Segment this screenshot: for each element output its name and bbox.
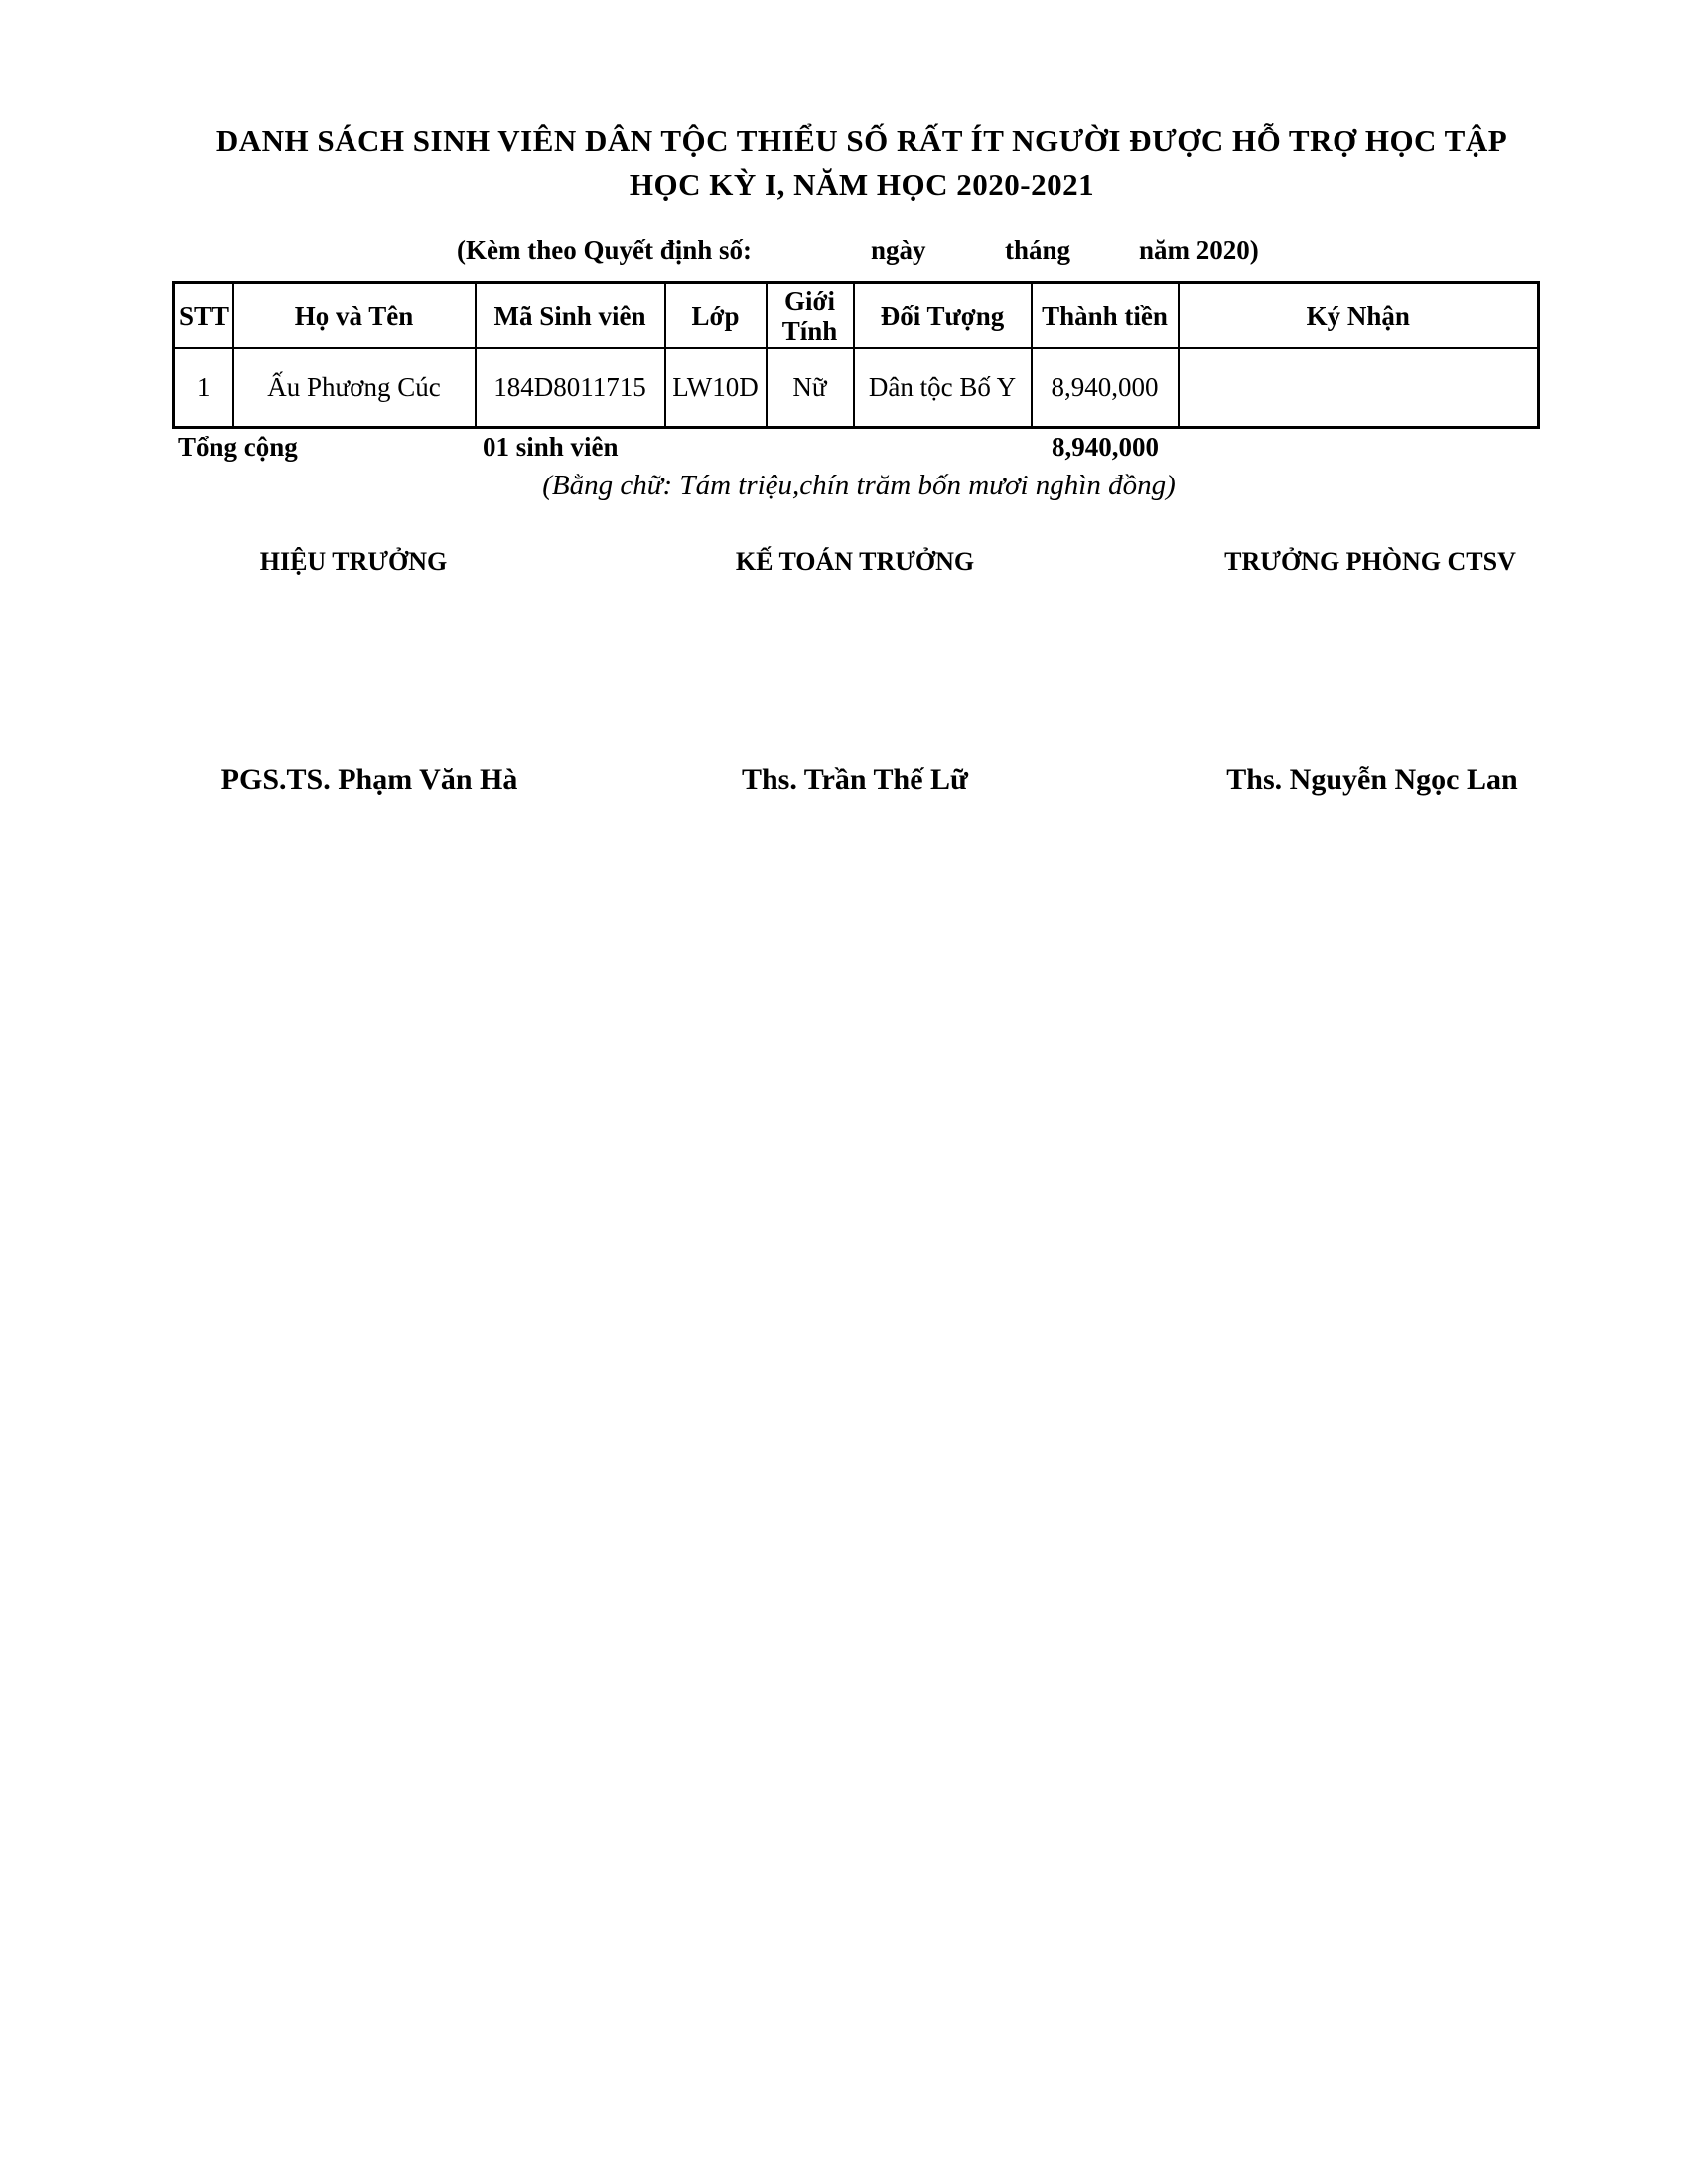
cell-class: LW10D bbox=[665, 348, 767, 427]
signature-title-chief-accountant: KẾ TOÁN TRƯỞNG bbox=[735, 547, 975, 576]
decision-prefix-label: (Kèm theo Quyết định số: bbox=[457, 235, 752, 265]
cell-student-name: Ấu Phương Cúc bbox=[233, 348, 476, 427]
column-header-amount: Thành tiền bbox=[1032, 283, 1179, 349]
column-header-name: Họ và Tên bbox=[233, 283, 476, 349]
table-header-row bbox=[174, 283, 1539, 349]
signature-name-rector: PGS.TS. Phạm Văn Hà bbox=[220, 763, 518, 796]
amount-in-words: (Bằng chữ: Tám triệu,chín trăm bốn mươi nghìn đồng) bbox=[542, 470, 1176, 501]
signature-name-student-affairs-head: Ths. Nguyễn Ngọc Lan bbox=[1226, 763, 1518, 796]
column-header-gender: Giới Tính bbox=[767, 283, 854, 349]
cell-gender: Nữ bbox=[767, 348, 854, 427]
signature-title-rector: HIỆU TRƯỞNG bbox=[259, 547, 448, 576]
cell-signature bbox=[1179, 348, 1539, 427]
summary-row bbox=[0, 432, 1688, 468]
decision-reference-line bbox=[0, 235, 1688, 271]
column-header-stt: STT bbox=[174, 283, 233, 349]
cell-student-id: 184D8011715 bbox=[476, 348, 665, 427]
document-title-line2: HỌC KỲ I, NĂM HỌC 2020-2021 bbox=[629, 167, 1095, 202]
column-header-signature: Ký Nhận bbox=[1179, 283, 1539, 349]
decision-month-label: tháng bbox=[1005, 235, 1071, 265]
decision-year-label: năm 2020) bbox=[1139, 235, 1259, 265]
column-header-category: Đối Tượng bbox=[854, 283, 1032, 349]
table-row bbox=[174, 348, 1539, 427]
decision-day-label: ngày bbox=[871, 235, 926, 265]
student-count: 01 sinh viên bbox=[483, 432, 619, 462]
signature-title-student-affairs-head: TRƯỞNG PHÒNG CTSV bbox=[1224, 547, 1516, 576]
cell-ethnic-category: Dân tộc Bố Y bbox=[854, 348, 1032, 427]
student-support-table bbox=[172, 281, 1540, 429]
column-header-student-id: Mã Sinh viên bbox=[476, 283, 665, 349]
column-header-class: Lớp bbox=[665, 283, 767, 349]
total-label: Tổng cộng bbox=[178, 432, 298, 462]
cell-stt: 1 bbox=[174, 348, 233, 427]
signature-name-chief-accountant: Ths. Trần Thế Lữ bbox=[741, 763, 969, 796]
cell-amount: 8,940,000 bbox=[1032, 348, 1179, 427]
total-amount: 8,940,000 bbox=[1052, 432, 1159, 462]
document-title-line1: DANH SÁCH SINH VIÊN DÂN TỘC THIỂU SỐ RẤT ÍT NGƯỜI ĐƯỢC HỖ TRỢ HỌC TẬP bbox=[215, 123, 1508, 158]
